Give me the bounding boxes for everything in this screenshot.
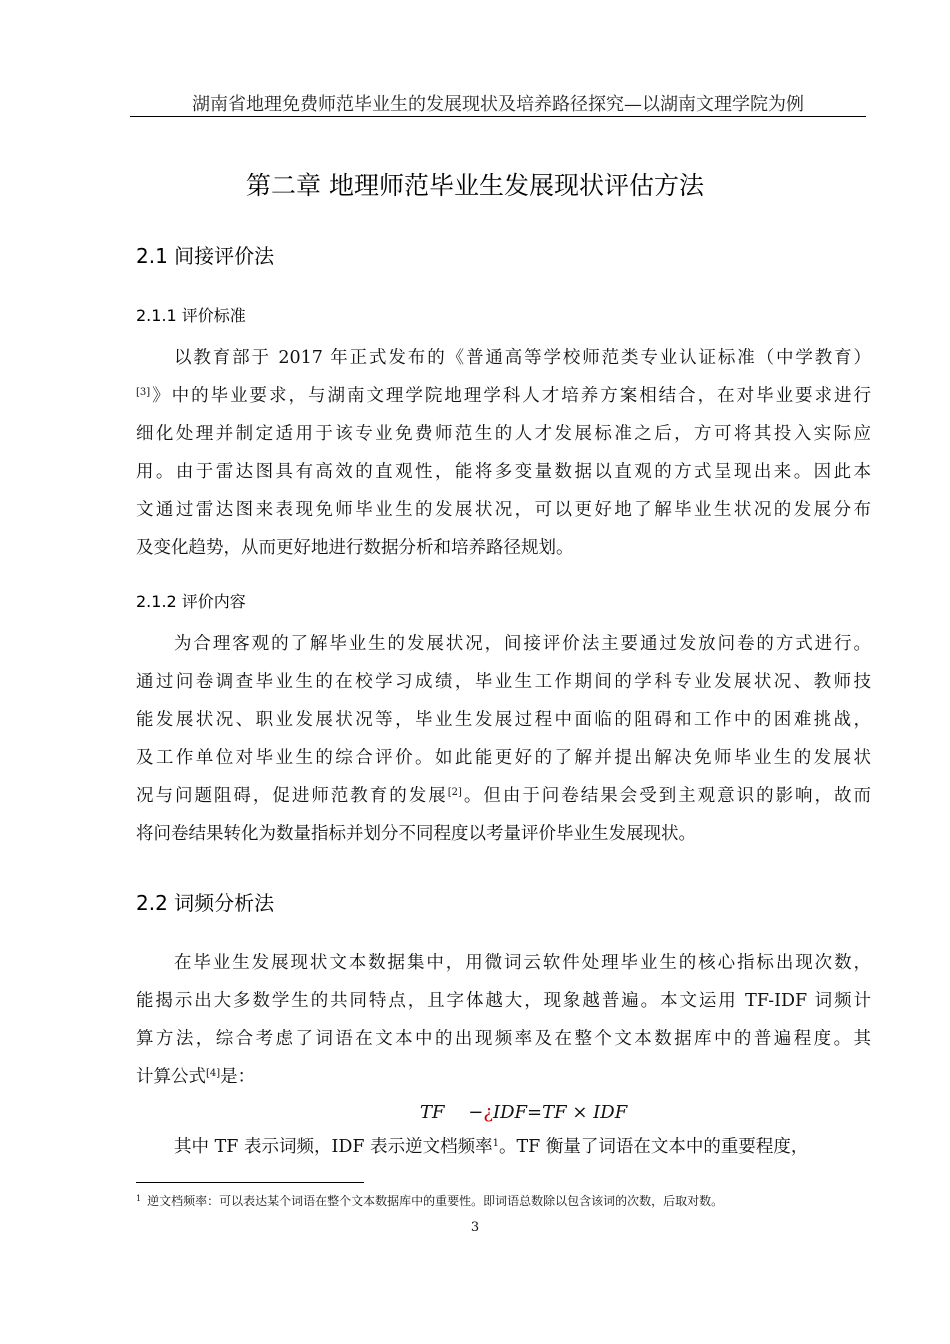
paragraph-line-text: 其中 TF 表示词频，IDF 表示逆文档频率 bbox=[174, 1137, 493, 1157]
footnote-rule bbox=[136, 1182, 364, 1183]
formula-times: × bbox=[572, 1102, 588, 1123]
tf-idf-formula bbox=[420, 1100, 627, 1126]
paragraph-line: 在毕业生发展现状文本数据集中，用微词云软件处理毕业生的核心指标出现次数， bbox=[174, 953, 871, 973]
paragraph-line bbox=[136, 377, 871, 415]
section-2-2-heading: 2.2 词频分析法 bbox=[136, 891, 275, 915]
subsection-2-1-2-heading: 2.1.2 评价内容 bbox=[136, 592, 246, 611]
paragraph-2-1-1 bbox=[136, 339, 871, 567]
formula-dash: − bbox=[468, 1102, 484, 1123]
paragraph-line-text: 》中的毕业要求，与湖南文理学院地理学科人才培养方案相结合，在对毕业要求进行 bbox=[150, 386, 871, 406]
paragraph-line: 及变化趋势，从而更好地进行数据分析和培养路径规划。 bbox=[136, 538, 574, 558]
formula-tf: TF bbox=[542, 1102, 567, 1123]
footnote bbox=[136, 1191, 871, 1209]
paragraph-line: 算方法，综合考虑了词语在文本中的出现频率及在整个文本数据库中的普遍程度。其 bbox=[136, 1029, 871, 1049]
formula-idf: IDF bbox=[593, 1102, 628, 1123]
footnote-mark: 1 bbox=[136, 1194, 142, 1203]
paragraph-line bbox=[136, 1128, 871, 1166]
paragraph-2-2 bbox=[136, 944, 871, 1096]
formula-inverted-question: ¿ bbox=[483, 1102, 493, 1123]
section-2-1-heading: 2.1 间接评价法 bbox=[136, 244, 275, 268]
paragraph-line bbox=[136, 777, 871, 815]
citation-2: [2] bbox=[447, 787, 462, 798]
paragraph-line-text: 计算公式 bbox=[136, 1067, 206, 1087]
page-number: 3 bbox=[470, 1220, 480, 1235]
chapter-title: 第二章 地理师范毕业生发展现状评估方法 bbox=[246, 171, 704, 200]
footnote-ref-1: 1 bbox=[492, 1138, 499, 1149]
paragraph-line: 为合理客观的了解毕业生的发展状况，间接评价法主要通过发放问卷的方式进行。 bbox=[174, 634, 871, 654]
paragraph-line: 细化处理并制定适用于该专业免费师范生的人才发展标准之后，方可将其投入实际应 bbox=[136, 424, 871, 444]
subsection-2-1-1-heading: 2.1.1 评价标准 bbox=[136, 306, 246, 325]
formula-equals: = bbox=[527, 1102, 543, 1123]
citation-4: [4] bbox=[206, 1068, 221, 1079]
paragraph-line: 用。由于雷达图具有高效的直观性，能将多变量数据以直观的方式呈现出来。因此本 bbox=[136, 462, 871, 482]
paragraph-2-1-2 bbox=[136, 625, 871, 853]
paragraph-line: 将问卷结果转化为数量指标并划分不同程度以考量评价毕业生发展现状。 bbox=[136, 824, 696, 844]
paragraph-line-text: 。TF 衡量了词语在文本中的重要程度， bbox=[498, 1137, 809, 1157]
paragraph-line: 及工作单位对毕业生的综合评价。如此能更好的了解并提出解决免师毕业生的发展状 bbox=[136, 748, 871, 768]
paragraph-line bbox=[136, 1058, 871, 1096]
footnote-text: 逆文档频率：可以表达某个词语在整个文本数据库中的重要性。即词语总数除以包含该词的次数，后取对数。 bbox=[147, 1194, 724, 1208]
paragraph-line-text: 是： bbox=[220, 1067, 256, 1087]
paragraph-line: 能发展状况、职业发展状况等，毕业生发展过程中面临的阻碍和工作中的困难挑战， bbox=[136, 710, 871, 730]
paragraph-2-2-continued bbox=[136, 1128, 871, 1166]
paragraph-line: 能揭示出大多数学生的共同特点，且字体越大，现象越普遍。本文运用 TF-IDF 词频计 bbox=[136, 991, 871, 1011]
paragraph-line: 文通过雷达图来表现免师毕业生的发展状况，可以更好地了解毕业生状况的发展分布 bbox=[136, 500, 871, 520]
formula-idf: IDF bbox=[492, 1102, 528, 1123]
running-header: 湖南省地理免费师范毕业生的发展现状及培养路径探究—以湖南文理学院为例 bbox=[192, 94, 804, 115]
paragraph-line: 以教育部于 2017 年正式发布的《普通高等学校师范类专业认证标准（中学教育） bbox=[174, 348, 871, 368]
formula-tf: TF bbox=[420, 1102, 445, 1123]
paragraph-line-text: 况与问题阻碍，促进师范教育的发展 bbox=[136, 786, 448, 806]
paragraph-line: 通过问卷调查毕业生的在校学习成绩，毕业生工作期间的学科专业发展状况、教师技 bbox=[136, 672, 871, 692]
paragraph-line-text: 。但由于问卷结果会受到主观意识的影响，故而 bbox=[461, 786, 872, 806]
citation-3: [3] bbox=[136, 387, 151, 398]
header-rule bbox=[130, 116, 866, 117]
